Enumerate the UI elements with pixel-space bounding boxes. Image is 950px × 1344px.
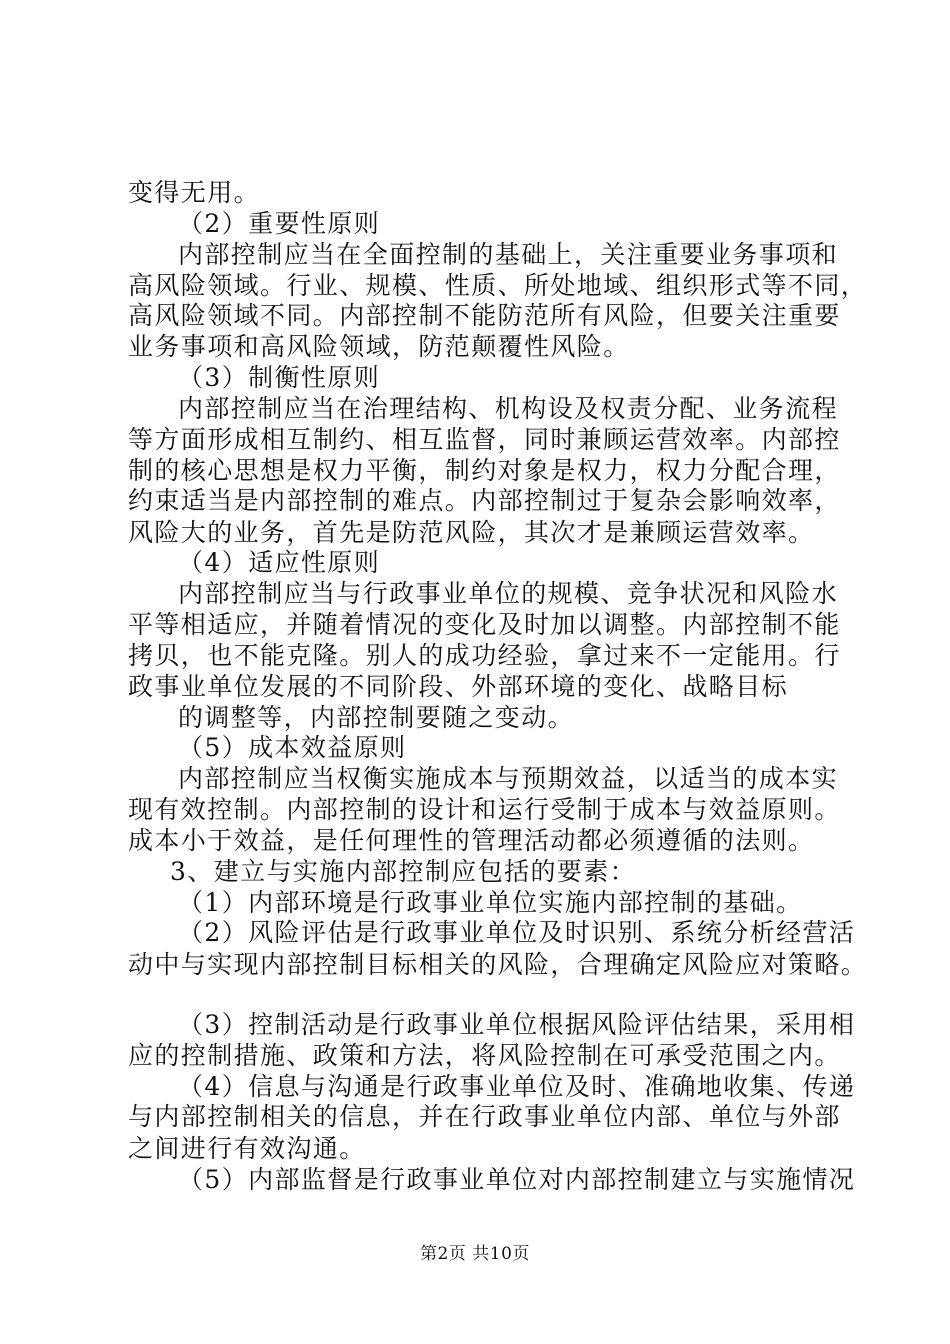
section-heading: 3、建立与实施内部控制应包括的要素： [170, 857, 637, 886]
section-heading: （3）制衡性原则 [178, 363, 381, 392]
text-line: 等方面形成相互制约、相互监督，同时兼顾运营效率。内部控 [128, 425, 841, 454]
text-line: 动中与实现内部控制目标相关的风险，合理确定风险应对策略。 [128, 950, 868, 979]
text-line: （1）内部环境是行政事业单位实施内部控制的基础。 [178, 888, 803, 917]
text-line: 高风险领域不同。内部控制不能防范所有风险，但要关注重要 [128, 301, 841, 330]
text-line: 之间进行有效沟通。 [128, 1134, 366, 1163]
section-heading: （5）成本效益原则 [178, 733, 407, 762]
text-line: 现有效控制。内部控制的设计和运行受制于成本与效益原则。 [128, 795, 841, 824]
text-line: 成本小于效益，是任何理性的管理活动都必须遵循的法则。 [128, 826, 815, 855]
text-line: （2）风险评估是行政事业单位及时识别、系统分析经营活 [178, 918, 856, 947]
text-line: 高风险领域。行业、规模、性质、所处地域、组织形式等不同， [128, 271, 868, 300]
section-heading: （2）重要性原则 [178, 209, 381, 238]
text-line: 与内部控制相关的信息，并在行政事业单位内部、单位与外部 [128, 1102, 841, 1131]
text-line: 内部控制应当在全面控制的基础上，关注重要业务事项和 [178, 240, 839, 269]
text-line: 内部控制应当在治理结构、机构设及权责分配、业务流程 [178, 394, 839, 423]
text-line: 拷贝，也不能克隆。别人的成功经验，拿过来不一定能用。行 [128, 641, 841, 670]
text-line: （4）信息与沟通是行政事业单位及时、准确地收集、传递 [178, 1072, 856, 1101]
text-line: 平等相适应，并随着情况的变化及时加以调整。内部控制不能 [128, 610, 841, 639]
text-line: （3）控制活动是行政事业单位根据风险评估结果，采用相 [178, 1010, 856, 1039]
text-line: 风险大的业务，首先是防范风险，其次才是兼顾运营效率。 [128, 518, 815, 547]
text-line: 业务事项和高风险领域，防范颠覆性风险。 [128, 332, 630, 361]
text-line: 的调整等，内部控制要随之变动。 [178, 703, 575, 732]
text-line: 政事业单位发展的不同阶段、外部环境的变化、战略目标 [128, 672, 789, 701]
text-line: 内部控制应当与行政事业单位的规模、竞争状况和风险水 [178, 579, 839, 608]
page-footer: 第2页 共10页 [420, 1244, 530, 1264]
text-line: 约束适当是内部控制的难点。内部控制过于复杂会影响效率， [128, 486, 841, 515]
text-line: 应的控制措施、政策和方法，将风险控制在可承受范围之内。 [128, 1041, 841, 1070]
text-line: 内部控制应当权衡实施成本与预期效益，以适当的成本实 [178, 764, 839, 793]
section-heading: （4）适应性原则 [178, 548, 381, 577]
text-line: （5）内部监督是行政事业单位对内部控制建立与实施情况 [178, 1165, 856, 1194]
text-line: 制的核心思想是权力平衡，制约对象是权力，权力分配合理， [128, 456, 841, 485]
text-line: 变得无用。 [128, 178, 261, 207]
